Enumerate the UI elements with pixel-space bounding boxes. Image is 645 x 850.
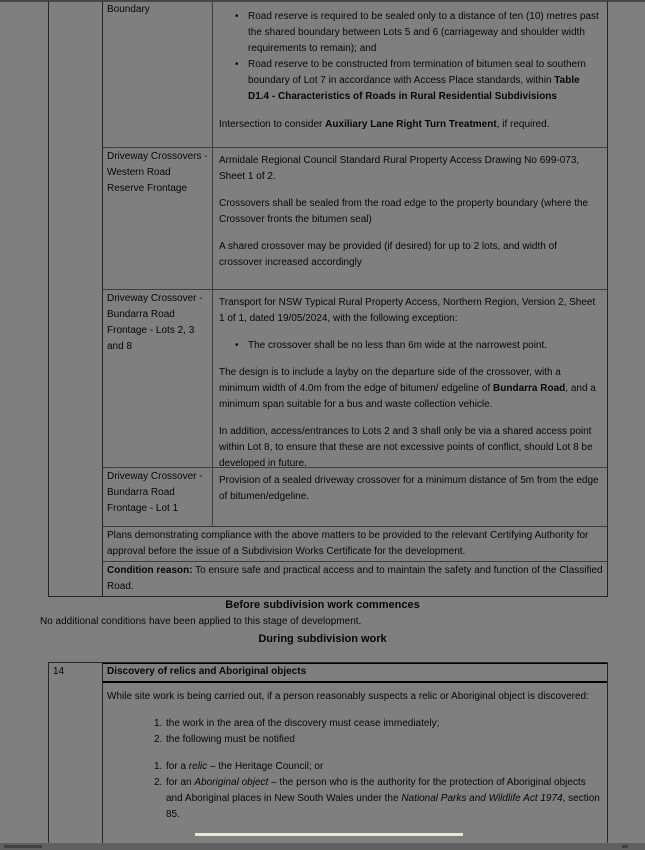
page-bottom-rule <box>195 833 463 836</box>
note-bold: Auxiliary Lane Right Turn Treatment <box>325 119 497 130</box>
row-label-bundarra-lot1 <box>103 468 213 526</box>
paragraph: Transport for NSW Typical Rural Property Access, Northern Region, Version 2, Sheet 1 of 1, dated 19/05/2024, with the following exception: <box>219 297 596 325</box>
table-row <box>103 468 607 527</box>
table-row <box>103 148 607 291</box>
text-run: – the Heritage Council; or <box>207 761 324 772</box>
list-text <box>166 777 600 820</box>
list-item <box>107 716 601 732</box>
relics-condition-table <box>48 662 608 843</box>
list-item <box>107 732 601 748</box>
list-number: 2. <box>154 734 163 745</box>
row-label-boundary <box>103 1 213 147</box>
status-corner-mark <box>622 845 628 848</box>
note-post: , if required. <box>496 119 550 130</box>
bullet-icon: • <box>235 59 239 70</box>
bullet-text: Road reserve to be constructed from termination of bitumen seal to southern boundary of Lot 7 in accordance with Access Place standards, within <box>248 59 586 86</box>
list-number: 2. <box>154 777 163 788</box>
intersection-note <box>219 117 601 133</box>
condition-body <box>103 683 607 823</box>
text-run: for a <box>166 761 189 772</box>
label-text: Driveway Crossover - Bundarra Road Frontage - Lots 2, 3 and 8 <box>107 293 203 353</box>
paragraph: A shared crossover may be provided (if desired) for up to 2 lots, and width of crossover increased accordingly <box>219 240 557 268</box>
row-detail-bundarra-lot1 <box>213 468 607 526</box>
table-row <box>103 1 607 148</box>
row-label-bundarra-lots <box>103 290 213 467</box>
text-run: for an <box>166 777 195 788</box>
bullet-icon: • <box>235 340 239 352</box>
access-conditions-table <box>48 1 608 597</box>
condition-content-cell <box>103 1 607 596</box>
heading-during-subdivision: During subdivision work <box>258 633 387 645</box>
text-run-italic: Aboriginal object <box>194 777 269 788</box>
numbered-list <box>107 759 601 823</box>
paragraph: Provision of a sealed driveway crossover for a minimum distance of 5m from the edge of bitumen/edgeline. <box>219 475 599 503</box>
list-text: the work in the area of the discovery must cease immediately; <box>166 718 440 729</box>
status-text-smudge <box>4 845 42 848</box>
no-additional-conditions-note: No additional conditions have been applied to this stage of development. <box>40 616 362 627</box>
label-text: Boundary <box>107 4 150 15</box>
heading-before-subdivision: Before subdivision work commences <box>225 599 420 611</box>
list-text <box>166 761 323 772</box>
list-item <box>219 338 601 354</box>
paragraph: Armidale Regional Council Standard Rural Property Access Drawing No 699-073, Sheet 1 of 2. <box>219 154 580 182</box>
list-item <box>107 775 601 823</box>
para-pre: The design is to include a layby on the departure side of the crossover, with a minimum width of 4.0m from the edge of bitumen/ edgeline of <box>219 367 561 395</box>
paragraph <box>219 365 601 413</box>
list-text: the following must be notified <box>166 734 295 745</box>
list-number: 1. <box>154 718 163 729</box>
paragraph: In addition, access/entrances to Lots 2 and 3 shall only be via a shared access point within Lot 8, to ensure that these are not excessive points of conflict, should Lot 8 be developed in future. <box>219 426 593 468</box>
condition-number: 14 <box>53 666 65 677</box>
label-text: Driveway Crossover - Bundarra Road Frontage - Lot 1 <box>107 471 203 515</box>
bullet-icon: • <box>235 11 239 22</box>
row-label-western-road <box>103 148 213 290</box>
condition-title: Discovery of relics and Aboriginal objects <box>103 663 607 683</box>
para-bold: Bundarra Road <box>493 383 566 395</box>
row-detail-bundarra-lots <box>213 290 607 467</box>
list-item <box>219 57 601 105</box>
list-number: 1. <box>154 761 163 772</box>
list-item <box>219 9 601 57</box>
row-detail-boundary <box>213 1 607 147</box>
table-row <box>103 290 607 468</box>
condition-reason-label: Condition reason: <box>107 565 193 577</box>
plans-compliance-row <box>103 527 607 562</box>
text-run: , section 85. <box>166 793 600 820</box>
numbered-list <box>107 716 601 748</box>
bullet-text: Road reserve is required to be sealed only to a distance of ten (10) metres past the shared boundary between Lots 5 and 6 (carriageway and shoulder width requirements to remain); and <box>248 11 599 54</box>
note-pre: Intersection to consider <box>219 119 326 130</box>
condition-reason-text: To ensure safe and practical access and to maintain the safety and function of the Classified Road. <box>107 565 603 593</box>
label-text: Driveway Crossovers - Western Road Reserve Frontage <box>107 150 208 194</box>
text-run: – the person who is the authority for the protection of Aboriginal objects and Aboriginal places in New South Wales under the <box>166 777 586 804</box>
text-run-italic: National Parks and Wildlife Act 1974 <box>401 793 563 804</box>
relics-content-cell <box>103 663 607 843</box>
plans-note-text: Plans demonstrating compliance with the above matters to be provided to the relevant Certifying Authority for approval before the issue of a Subdivision Works Certificate for the development. <box>107 530 589 558</box>
condition-number-cell <box>49 663 103 843</box>
paragraph: Crossovers shall be sealed from the road edge to the property boundary (where the Crossover fronts the bitumen seal) <box>219 197 589 225</box>
bullet-text-bold: Table D1.4 - Characteristics of Roads in Rural Residential Subdivisions <box>248 75 580 102</box>
row-detail-western-road <box>213 148 607 290</box>
para-post: , and a minimum span suitable for a bus and waste collection vehicle. <box>219 383 596 411</box>
paragraph: While site work is being carried out, if a person reasonably suspects a relic or Aboriginal object is discovered: <box>107 691 589 702</box>
condition-reason-row <box>103 562 607 596</box>
list-item <box>107 759 601 775</box>
status-bar <box>0 843 645 850</box>
bullet-text: The crossover shall be no less than 6m wide at the narrowest point. <box>248 340 548 352</box>
condition-number-cell-empty <box>49 1 103 596</box>
text-run-italic: relic <box>188 761 208 772</box>
bullet-list <box>219 2 601 105</box>
